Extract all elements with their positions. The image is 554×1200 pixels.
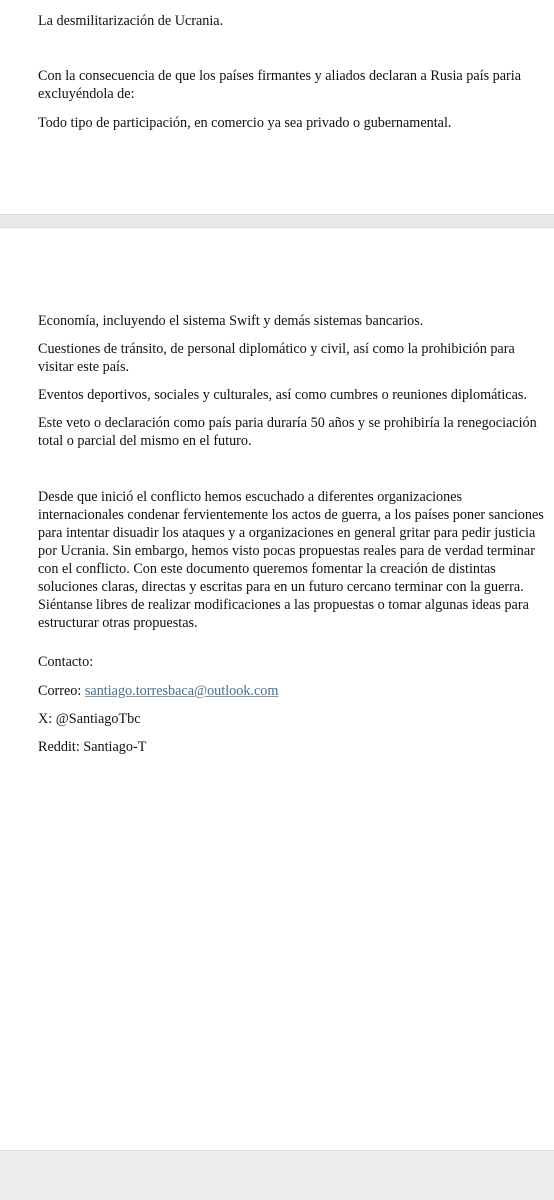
- x-handle-line: X: @SantiagoTbc: [38, 711, 141, 727]
- transit-exclusion-paragraph: Cuestiones de tránsito, de personal diplomático y civil, así como la prohibición para visitar este país.: [38, 341, 515, 375]
- demilitarization-line: La desmilitarización de Ucrania.: [38, 13, 224, 29]
- page-bottom-separator: [0, 1150, 554, 1200]
- email-link[interactable]: santiago.torresbaca@outlook.com: [84, 683, 279, 699]
- page-separator: [0, 214, 554, 228]
- economy-exclusion-line: Economía, incluyendo el sistema Swift y demás sistemas bancarios.: [38, 313, 424, 329]
- veto-paragraph: Este veto o declaración como país paria duraría 50 años y se prohibiría la renegociación total o parcial del mismo en el futuro.: [38, 415, 537, 449]
- contact-heading: Contacto:: [38, 654, 94, 670]
- document-page-2: [0, 228, 554, 1150]
- email-line: [38, 682, 548, 700]
- email-label: Correo:: [38, 683, 85, 699]
- commerce-exclusion-line: Todo tipo de participación, en comercio ya sea privado o gubernamental.: [38, 115, 452, 131]
- document-page-1: [0, 0, 554, 214]
- consequence-paragraph: Con la consecuencia de que los países firmantes y aliados declaran a Rusia país paria excluyéndola de:: [38, 68, 521, 102]
- closing-paragraph: Desde que inició el conflicto hemos escuchado a diferentes organizaciones internacionales condenar fervientemente los actos de guerra, a los países poner sanciones para intentar disuadir los ataques y a organizaciones en general gritar para pedir justicia por Ucrania. Sin embargo, hemos visto pocas propuestas reales para de verdad terminar con el conflicto. Con este documento queremos fomentar la creación de distintas soluciones claras, directas y escritas para en un futuro cercano terminar con la guerra. Siéntanse libres de realizar modificaciones a las propuestas o tomar algunas ideas para estructurar otras propuestas.: [38, 489, 544, 631]
- events-exclusion-line: Eventos deportivos, sociales y culturales, así como cumbres o reuniones diplomáticas.: [38, 387, 527, 403]
- reddit-line: Reddit: Santiago-T: [38, 739, 147, 755]
